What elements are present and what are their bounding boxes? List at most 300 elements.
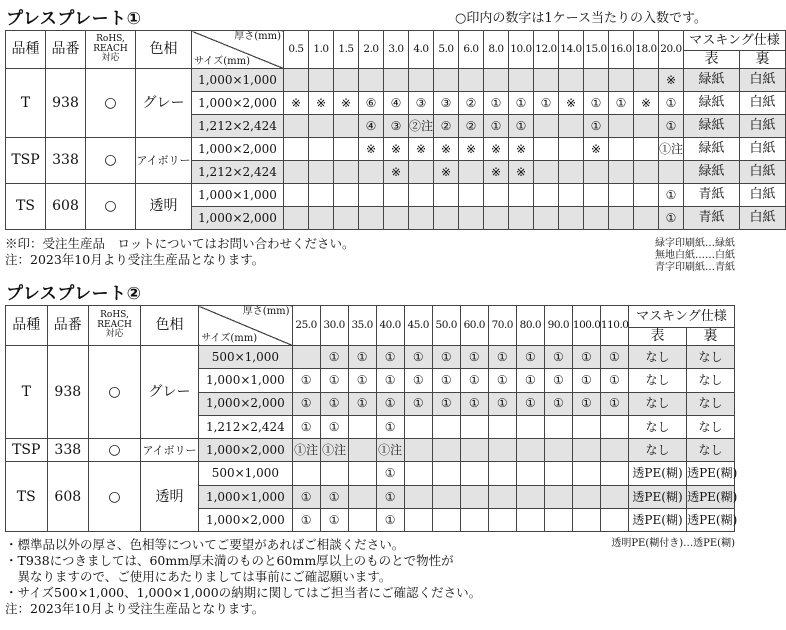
cell-quantity: ①: [376, 462, 404, 485]
cell-quantity: [384, 69, 409, 92]
cell-mask-front: 緑紙: [684, 69, 740, 92]
cell-quantity: [359, 184, 384, 207]
cell-quantity: ①: [488, 369, 516, 392]
cell-mask-front: なし: [628, 439, 686, 462]
thickness-header: 10.0: [509, 31, 534, 69]
cell-quantity: ①: [376, 346, 404, 369]
cell-quantity: ①: [572, 392, 600, 415]
cell-quantity: [544, 485, 572, 508]
cell-hinban: 608: [46, 184, 86, 230]
cell-quantity: ※: [459, 138, 484, 161]
cell-quantity: ※: [484, 138, 509, 161]
cell-quantity: ①: [509, 92, 534, 115]
cell-hinban: 938: [47, 346, 89, 439]
cell-quantity: ②: [434, 115, 459, 138]
header-color: 色相: [136, 31, 192, 69]
cell-quantity: [609, 184, 634, 207]
cell-size: 1,000×2,000: [192, 207, 284, 230]
cell-mask-back: 透PE(糊): [687, 485, 735, 508]
cell-hinban: 338: [46, 138, 86, 184]
header-rohs-reach: RoHS, REACH 対応: [89, 306, 141, 346]
legend-line: 青字印刷紙…青紙: [655, 262, 735, 273]
cell-quantity: [509, 207, 534, 230]
cell-quantity: [309, 138, 334, 161]
cell-mask-front: 緑紙: [684, 138, 740, 161]
cell-quantity: [484, 184, 509, 207]
cell-quantity: ※: [284, 92, 309, 115]
cell-rohs: ○: [86, 138, 136, 184]
cell-hinshu: TSP: [6, 138, 46, 184]
cell-quantity: ①: [544, 346, 572, 369]
cell-quantity: ③: [384, 115, 409, 138]
cell-quantity: [284, 69, 309, 92]
cell-mask-front: なし: [628, 392, 686, 415]
thickness-header: 50.0: [432, 306, 460, 346]
thickness-header: 6.0: [459, 31, 484, 69]
cell-quantity: [284, 138, 309, 161]
cell-quantity: [359, 207, 384, 230]
cell-quantity: [284, 115, 309, 138]
thickness-header: 2.0: [359, 31, 384, 69]
header-hinshu: 品種: [6, 306, 48, 346]
legend-line: 無地白紙……白紙: [655, 250, 735, 261]
cell-quantity: ①: [509, 115, 534, 138]
cell-size: 1,212×2,424: [199, 415, 292, 438]
cell-quantity: ①: [348, 392, 376, 415]
cell-hinban: 938: [46, 69, 86, 138]
header-masking: マスキング仕様: [628, 306, 734, 328]
cell-mask-back: 透PE(糊): [687, 509, 735, 532]
cell-quantity: [600, 415, 628, 438]
cell-quantity: ※: [309, 92, 334, 115]
cell-quantity: [292, 346, 320, 369]
cell-quantity: [572, 462, 600, 485]
cell-hinshu: T: [6, 346, 48, 439]
section2-footnotes: [5, 537, 481, 617]
cell-quantity: ④: [359, 115, 384, 138]
cell-quantity: ①: [348, 346, 376, 369]
cell-mask-front: なし: [628, 346, 686, 369]
footnote-line: 異なりますので、ご使用にあたりましては事前にご確認願います。: [5, 569, 392, 584]
cell-quantity: ①: [659, 184, 684, 207]
cell-quantity: ①: [376, 485, 404, 508]
cell-quantity: [559, 115, 584, 138]
cell-size: 500×1,000: [199, 346, 292, 369]
cell-quantity: ※: [434, 138, 459, 161]
cell-quantity: ①: [584, 92, 609, 115]
cell-mask-front: 青紙: [684, 207, 740, 230]
cell-quantity: ①: [488, 346, 516, 369]
cell-mask-back: 白紙: [740, 161, 786, 184]
cell-size: 1,000×1,000: [192, 184, 284, 207]
thickness-header: 16.0: [609, 31, 634, 69]
header-rohs-reach: RoHS, REACH 対応: [86, 31, 136, 69]
cell-hinban: 608: [47, 462, 89, 532]
cell-quantity: ①: [348, 369, 376, 392]
cell-quantity: ③: [409, 92, 434, 115]
section2-title: プレスプレート②: [6, 284, 142, 304]
section1-legend: [655, 238, 735, 274]
cell-quantity: [348, 415, 376, 438]
cell-mask-front: なし: [628, 369, 686, 392]
cell-quantity: ①注: [376, 439, 404, 462]
cell-quantity: [609, 69, 634, 92]
cell-quantity: [409, 69, 434, 92]
cell-quantity: [409, 207, 434, 230]
cell-quantity: [516, 415, 544, 438]
cell-quantity: [534, 184, 559, 207]
cell-quantity: [634, 115, 659, 138]
cell-size: 1,000×2,000: [192, 138, 284, 161]
thickness-header: 20.0: [659, 31, 684, 69]
cell-quantity: ※: [409, 138, 434, 161]
cell-quantity: ①: [460, 346, 488, 369]
cell-quantity: ①: [404, 392, 432, 415]
cell-size: 1,212×2,424: [192, 115, 284, 138]
cell-quantity: ①: [484, 92, 509, 115]
cell-quantity: [460, 509, 488, 532]
cell-quantity: [292, 462, 320, 485]
cell-quantity: [572, 509, 600, 532]
cell-quantity: [544, 439, 572, 462]
cell-quantity: [584, 69, 609, 92]
cell-quantity: [384, 207, 409, 230]
cell-mask-front: 透PE(糊): [628, 462, 686, 485]
header-front: 表: [684, 51, 740, 69]
cell-quantity: [404, 439, 432, 462]
cell-quantity: [488, 509, 516, 532]
cell-mask-front: 青紙: [684, 184, 740, 207]
cell-quantity: ①: [376, 415, 404, 438]
thickness-label: 厚さ(mm): [242, 306, 290, 317]
cell-mask-front: 透PE(糊): [628, 485, 686, 508]
cell-quantity: [634, 184, 659, 207]
cell-quantity: ①: [404, 346, 432, 369]
cell-quantity: [309, 115, 334, 138]
cell-mask-back: なし: [687, 369, 735, 392]
cell-quantity: [584, 184, 609, 207]
cell-quantity: ⑥: [359, 92, 384, 115]
cell-quantity: ①: [572, 369, 600, 392]
cell-quantity: ①: [292, 485, 320, 508]
cell-quantity: [488, 462, 516, 485]
cell-quantity: [432, 439, 460, 462]
cell-hinban: 338: [47, 439, 89, 462]
cell-quantity: ③: [434, 92, 459, 115]
thickness-header: 70.0: [488, 306, 516, 346]
cell-quantity: ①: [376, 509, 404, 532]
cell-quantity: ①: [600, 392, 628, 415]
cell-quantity: ①: [659, 115, 684, 138]
thickness-header: 90.0: [544, 306, 572, 346]
table-row: [6, 462, 735, 485]
cell-mask-back: なし: [687, 392, 735, 415]
cell-size: 1,000×2,000: [199, 439, 292, 462]
cell-quantity: [488, 415, 516, 438]
cell-quantity: [459, 184, 484, 207]
cell-size: 1,000×2,000: [192, 92, 284, 115]
cell-quantity: ①: [516, 369, 544, 392]
cell-quantity: [409, 161, 434, 184]
cell-quantity: [309, 69, 334, 92]
cell-quantity: ※: [659, 69, 684, 92]
cell-quantity: ①: [609, 92, 634, 115]
cell-quantity: [460, 485, 488, 508]
cell-quantity: [534, 115, 559, 138]
cell-rohs: ○: [89, 346, 141, 439]
cell-quantity: ①: [484, 115, 509, 138]
thickness-label: 厚さ(mm): [234, 31, 281, 42]
cell-size: 1,000×1,000: [192, 69, 284, 92]
cell-quantity: [459, 69, 484, 92]
cell-quantity: ①注: [320, 439, 348, 462]
thickness-header: 0.5: [284, 31, 309, 69]
cell-quantity: ①: [488, 392, 516, 415]
cell-quantity: [484, 69, 509, 92]
cell-quantity: ※: [559, 92, 584, 115]
cell-mask-front: 透PE(糊): [628, 509, 686, 532]
cell-quantity: [404, 509, 432, 532]
cell-rohs: ○: [89, 439, 141, 462]
cell-quantity: ①: [432, 392, 460, 415]
thickness-header: 40.0: [376, 306, 404, 346]
cell-quantity: [584, 161, 609, 184]
cell-hinshu: TSP: [6, 439, 48, 462]
cell-quantity: [559, 184, 584, 207]
header-back: 裏: [687, 328, 735, 346]
press-plate-1-table: [5, 30, 786, 230]
cell-quantity: ※: [359, 138, 384, 161]
cell-quantity: [459, 207, 484, 230]
cell-mask-front: 緑紙: [684, 161, 740, 184]
cell-quantity: [534, 69, 559, 92]
thickness-header: 1.5: [334, 31, 359, 69]
cell-quantity: [348, 462, 376, 485]
cell-quantity: [309, 161, 334, 184]
cell-quantity: [432, 509, 460, 532]
thickness-header: 1.0: [309, 31, 334, 69]
cell-quantity: [284, 207, 309, 230]
cell-quantity: [572, 415, 600, 438]
section1-note: ○印内の数字は1ケース当たりの入数です。: [455, 11, 707, 26]
cell-quantity: [384, 184, 409, 207]
cell-quantity: ④: [384, 92, 409, 115]
cell-quantity: [404, 415, 432, 438]
press-plate-2-table: [5, 305, 738, 532]
thickness-header: 12.0: [534, 31, 559, 69]
size-label: サイズ(mm): [194, 55, 250, 67]
section1-title: プレスプレート①: [6, 9, 142, 29]
cell-mask-back: 白紙: [740, 138, 786, 161]
cell-quantity: [534, 138, 559, 161]
cell-quantity: [584, 207, 609, 230]
cell-mask-back: 白紙: [740, 92, 786, 115]
cell-quantity: ※: [434, 161, 459, 184]
cell-mask-front: なし: [628, 415, 686, 438]
cell-quantity: ①: [320, 346, 348, 369]
cell-quantity: [432, 485, 460, 508]
cell-quantity: [516, 485, 544, 508]
footnote-line: 注：2023年10月より受注生産品となります。: [5, 252, 265, 267]
table-row: [6, 184, 786, 207]
cell-quantity: ①: [659, 207, 684, 230]
cell-size: 1,000×1,000: [199, 485, 292, 508]
cell-quantity: [460, 462, 488, 485]
legend-line: 緑字印刷紙…緑紙: [655, 238, 735, 249]
cell-quantity: ①: [292, 369, 320, 392]
cell-quantity: ①: [292, 415, 320, 438]
cell-quantity: ①: [320, 392, 348, 415]
thickness-header: 60.0: [460, 306, 488, 346]
cell-color: 透明: [140, 462, 198, 532]
cell-quantity: [634, 138, 659, 161]
cell-quantity: [334, 207, 359, 230]
header-back: 裏: [740, 51, 786, 69]
cell-quantity: [488, 439, 516, 462]
cell-quantity: [509, 184, 534, 207]
cell-quantity: [634, 161, 659, 184]
cell-quantity: [348, 485, 376, 508]
cell-quantity: ※: [334, 92, 359, 115]
cell-quantity: ※: [634, 92, 659, 115]
cell-quantity: [534, 161, 559, 184]
cell-color: グレー: [140, 346, 198, 439]
cell-quantity: [544, 415, 572, 438]
cell-quantity: [334, 115, 359, 138]
thickness-header: 4.0: [409, 31, 434, 69]
cell-quantity: ②: [459, 92, 484, 115]
cell-quantity: [609, 207, 634, 230]
cell-mask-front: 緑紙: [684, 115, 740, 138]
cell-quantity: [609, 138, 634, 161]
cell-quantity: ①: [659, 92, 684, 115]
cell-quantity: [559, 161, 584, 184]
cell-hinshu: T: [6, 69, 46, 138]
cell-quantity: ①: [376, 392, 404, 415]
cell-quantity: [600, 485, 628, 508]
footnote-line: 注：2023年10月より受注生産品となります。: [5, 601, 265, 616]
cell-quantity: [559, 69, 584, 92]
cell-quantity: [559, 207, 584, 230]
cell-hinshu: TS: [6, 184, 46, 230]
cell-color: 透明: [136, 184, 192, 230]
cell-quantity: [634, 69, 659, 92]
cell-quantity: [320, 462, 348, 485]
thickness-header: 18.0: [634, 31, 659, 69]
header-hinban: 品番: [46, 31, 86, 69]
cell-mask-back: なし: [687, 415, 735, 438]
cell-quantity: ②: [459, 115, 484, 138]
cell-mask-back: なし: [687, 346, 735, 369]
cell-quantity: [334, 184, 359, 207]
table-row: [6, 69, 786, 92]
cell-quantity: ※: [484, 161, 509, 184]
cell-mask-back: 透PE(糊): [687, 462, 735, 485]
cell-quantity: [459, 161, 484, 184]
cell-rohs: ○: [86, 69, 136, 138]
cell-size: 1,000×2,000: [199, 509, 292, 532]
cell-quantity: [460, 415, 488, 438]
cell-mask-back: 白紙: [740, 207, 786, 230]
cell-quantity: ①注: [659, 138, 684, 161]
cell-mask-back: 白紙: [740, 115, 786, 138]
cell-size: 1,000×2,000: [199, 392, 292, 415]
cell-quantity: [609, 115, 634, 138]
cell-quantity: [404, 462, 432, 485]
cell-mask-back: なし: [687, 439, 735, 462]
section2-legend: 透明PE(糊付き)…透PE(糊): [611, 538, 735, 549]
thickness-header: 14.0: [559, 31, 584, 69]
thickness-header: 45.0: [404, 306, 432, 346]
cell-quantity: ①: [600, 346, 628, 369]
section1-footnotes: [5, 236, 355, 268]
cell-mask-back: 白紙: [740, 184, 786, 207]
thickness-header: 25.0: [292, 306, 320, 346]
cell-quantity: [600, 509, 628, 532]
cell-quantity: [359, 161, 384, 184]
table-row: [6, 138, 786, 161]
cell-rohs: ○: [86, 184, 136, 230]
cell-quantity: [334, 161, 359, 184]
cell-quantity: [334, 138, 359, 161]
cell-quantity: [348, 509, 376, 532]
cell-quantity: [359, 69, 384, 92]
cell-quantity: ①: [292, 392, 320, 415]
cell-quantity: ①: [584, 115, 609, 138]
cell-quantity: ①: [320, 369, 348, 392]
cell-size: 500×1,000: [199, 462, 292, 485]
cell-color: アイボリー: [140, 439, 198, 462]
cell-size: 1,000×1,000: [199, 369, 292, 392]
cell-quantity: [509, 69, 534, 92]
thickness-header: 80.0: [516, 306, 544, 346]
cell-quantity: [559, 138, 584, 161]
header-thickness-size: [199, 306, 292, 346]
cell-quantity: [432, 462, 460, 485]
cell-quantity: [284, 184, 309, 207]
thickness-header: 35.0: [348, 306, 376, 346]
table-row: [6, 439, 735, 462]
cell-quantity: ①: [292, 509, 320, 532]
cell-quantity: [309, 207, 334, 230]
cell-quantity: ①: [320, 485, 348, 508]
cell-mask-front: 緑紙: [684, 92, 740, 115]
cell-quantity: [432, 415, 460, 438]
cell-size: 1,212×2,424: [192, 161, 284, 184]
cell-quantity: [516, 509, 544, 532]
cell-rohs: ○: [89, 462, 141, 532]
cell-quantity: [572, 439, 600, 462]
cell-quantity: [659, 161, 684, 184]
cell-quantity: [516, 462, 544, 485]
cell-quantity: ①: [320, 415, 348, 438]
cell-quantity: ※: [509, 138, 534, 161]
cell-quantity: ①: [544, 392, 572, 415]
cell-quantity: [600, 462, 628, 485]
cell-quantity: ①: [404, 369, 432, 392]
cell-quantity: [434, 207, 459, 230]
cell-mask-back: 白紙: [740, 69, 786, 92]
header-thickness-size: [192, 31, 284, 69]
cell-quantity: ①: [432, 369, 460, 392]
cell-quantity: ※: [384, 161, 409, 184]
cell-quantity: ①: [432, 346, 460, 369]
cell-quantity: ①: [516, 346, 544, 369]
cell-quantity: [334, 69, 359, 92]
cell-quantity: ①: [534, 92, 559, 115]
cell-quantity: [409, 184, 434, 207]
footnote-line: ・サイズ500×1,000、1,000×1,000の納期に関してはご担当者にご確認ください。: [5, 585, 482, 600]
